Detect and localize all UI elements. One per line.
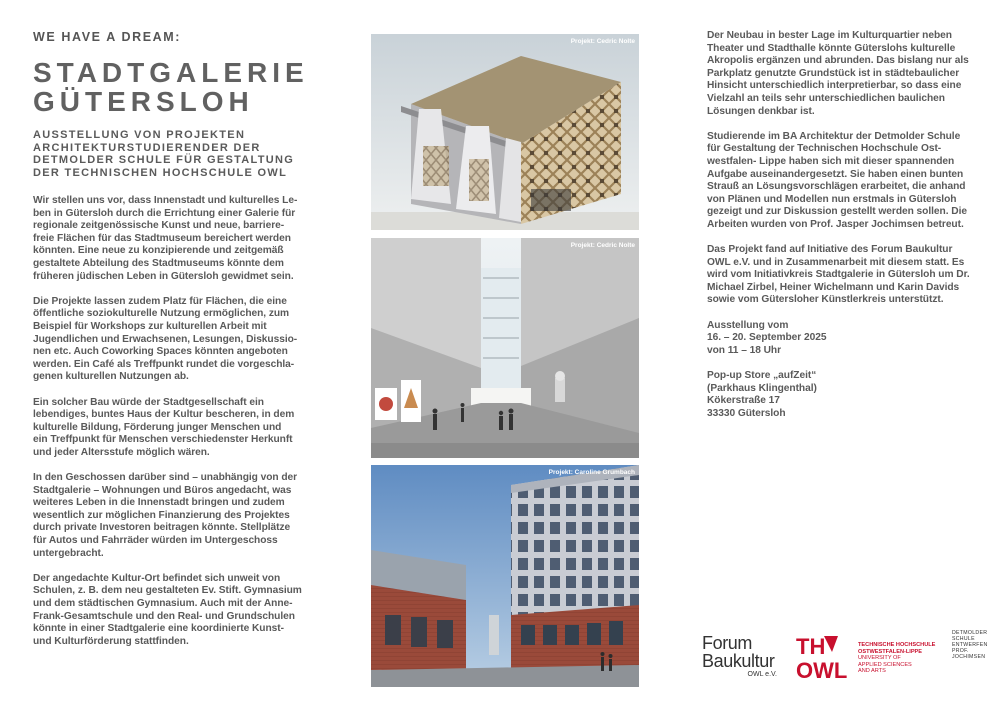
text-line: könnte in einer Stadtgalerie eine koordinierte Kunst- (33, 623, 284, 635)
title-line: STADTGALERIE (33, 57, 309, 88)
logo-text: JOCHIMSEN (952, 654, 986, 661)
text-line: sowie vom Gütersloher Künstlerkreis unterstützt. (707, 294, 944, 306)
text-line: genen kulturellen Nutzungen ab. (33, 371, 189, 383)
building-render-image (371, 34, 639, 230)
logo-text: OWL e.V. (747, 671, 777, 678)
text-line: und dem städtischen Gymnasium. Auch mit der Anne- (33, 598, 293, 609)
text-line: Schulen, z. B. dem neu gestalteten Ev. Stift. Gymnasium (33, 585, 302, 597)
text-line: für Autos und Fahrräder würden im Untergeschoss (33, 535, 278, 547)
th-owl-logo (796, 628, 946, 686)
text-line: öffentliche soziokulturelle Nutzung ermöglichen, zum (33, 308, 290, 320)
text-line: Arbeiten wurden von Prof. Jasper Jochimsen betreut. (707, 218, 964, 230)
text-line: von 11 – 18 Uhr (707, 344, 781, 356)
subtitle-line: DER TECHNISCHEN HOCHSCHULE OWL (33, 166, 288, 179)
photo-street-view (371, 465, 639, 687)
photo-interior-atrium (371, 238, 639, 458)
text-line: westfalen- Lippe haben sich mit dieser spannenden (707, 155, 955, 167)
logo-text: TECHNISCHE HOCHSCHULE (858, 642, 936, 648)
logo-text: AND ARTS (858, 668, 886, 675)
logo-text: DETMOLDER (952, 630, 988, 636)
paragraph (33, 296, 333, 384)
text-line: kulturelle Bildung, Förderung junger Menschen und (33, 421, 282, 433)
text-line: regionale zeitgenössische Kunst und neue, barriere- (33, 220, 285, 232)
text-line: Kökerstraße 17 (707, 395, 780, 407)
logo-text: SCHULE (952, 636, 975, 643)
subtitle-line: ARCHITEKTURSTUDIERENDER DER (33, 141, 261, 154)
forum-baukultur-logo (702, 634, 792, 684)
atrium-render-image (371, 238, 639, 458)
text-line: Vielzahl an teils sehr unterschiedlichen baulichen (707, 92, 945, 104)
text-line: und jeder Altersstufe möglich wären. (33, 446, 210, 458)
text-line: Der angedachte Kultur-Ort befindet sich unweit von (33, 572, 281, 584)
paragraph (707, 370, 997, 420)
text-line: Pop-up Store „aufZeit“ (707, 370, 817, 382)
text-line: werden. Ein Café als Treffpunkt rundet die vorgeschla- (33, 358, 295, 370)
text-line: Jugendlichen und Erwachsenen, Lesungen, Diskussio- (33, 333, 298, 345)
text-line: OWL e.V. und in Zusammenarbeit mit diesem statt. Es (707, 256, 965, 268)
page-title (33, 58, 333, 116)
text-line: gestaltete Abteilung des Stadtmuseums könnte dem (33, 257, 284, 269)
text-line: Frank-Gesamtschule und den Real- und Grundschulen (33, 610, 295, 622)
left-column (33, 30, 333, 661)
text-line: gezeigt und zur Diskussion gestellt werden sollen. Die (707, 206, 967, 218)
text-line: früheren jüdischen Leben in Gütersloh gewidmet sein. (33, 270, 294, 282)
text-line: Die Projekte lassen zudem Platz für Flächen, die eine (33, 295, 287, 307)
text-line: wird vom Initiativkreis Stadtgalerie in Gütersloh um Dr. (707, 269, 970, 281)
right-body-text (707, 30, 997, 433)
text-line: (Parkhaus Klingenthal) (707, 382, 817, 394)
text-line: 16. – 20. September 2025 (707, 332, 827, 344)
text-line: Ausstellung vom (707, 319, 789, 331)
text-line: lebendiges, buntes Haus der Kultur bescheren, in dem (33, 409, 295, 421)
text-line: 33330 Gütersloh (707, 407, 786, 419)
text-line: für Gestaltung der Technischen Hochschule Ost- (707, 143, 942, 155)
logo-bar (702, 628, 1002, 688)
text-line: von Plänen und Modellen nun erstmals in Gütersloh (707, 193, 957, 205)
kicker: WE HAVE A DREAM: (33, 30, 182, 44)
text-line: untergebracht. (33, 547, 104, 559)
th-owl-mark-icon (796, 632, 854, 682)
subtitle-line: DETMOLDER SCHULE FÜR GESTALTUNG (33, 154, 295, 166)
text-line: durch private Investoren beitragen könnte. Stellplätze (33, 522, 291, 534)
subtitle (33, 129, 333, 179)
paragraph (707, 30, 997, 118)
text-line: weiteres Leben in die Innenstadt bringen und zudem (33, 497, 285, 509)
text-line: ein Treffpunkt für Menschen verschiedenster Herkunft (33, 434, 293, 446)
text-line: wesentlich zur möglichen Finanzierung des Projektes (33, 509, 290, 521)
paragraph (33, 472, 333, 560)
text-line: Lösungen denkbar ist. (707, 105, 815, 117)
text-line: ben in Gütersloh durch die Errichtung einer Galerie für (33, 207, 296, 219)
text-line: Studierende im BA Architektur der Detmolder Schule (707, 130, 961, 142)
text-line: In den Geschossen darüber sind – unabhängig von der (33, 472, 298, 484)
logo-text: Forum (702, 633, 753, 653)
paragraph (33, 195, 333, 283)
paragraph (33, 397, 333, 460)
th-mark-text: TH (796, 634, 826, 659)
paragraph (707, 131, 997, 232)
text-line: Stadtgalerie – Wohnungen und Büros angedacht, was (33, 484, 292, 496)
logo-text: Baukultur (702, 651, 775, 671)
text-line: Das Projekt fand auf Initiative des Forum Baukultur (707, 244, 953, 256)
paragraph (33, 573, 333, 649)
title-line: GÜTERSLOH (33, 86, 254, 117)
photo-credit: Projekt: Caroline Grumbach (548, 469, 635, 476)
photo-credit: Projekt: Cedric Nolte (570, 38, 635, 45)
text-line: Akropolis ergänzen und abrunden. Das bislang nur als (707, 55, 969, 67)
photo-credit: Projekt: Cedric Nolte (570, 242, 635, 249)
paragraph (707, 244, 997, 307)
logo-text: UNIVERSITY OF (858, 655, 901, 662)
subtitle-line: AUSSTELLUNG VON PROJEKTEN (33, 129, 246, 141)
text-line: Beispiel für Workshops zur kulturellen Arbeit mit (33, 320, 267, 332)
text-line: Strauß an Lösungsvorschlägen erarbeitet, die anhand (707, 181, 966, 193)
text-line: nen etc. Auch Coworking Spaces könnten angeboten (33, 346, 288, 358)
text-line: Michael Zirbel, Heiner Wichelmann und Karin Davids (707, 281, 960, 293)
logo-text: ENTWERFEN (952, 642, 988, 649)
street-render-image (371, 465, 639, 687)
text-line: freie Flächen für das Stadtmuseum bereichert werden (33, 232, 291, 244)
logo-text: PROF. (952, 648, 969, 655)
text-line: Ein solcher Bau würde der Stadtgesellschaft ein (33, 396, 264, 408)
text-line: Wir stellen uns vor, dass Innenstadt und kulturelles Le- (33, 195, 298, 206)
text-line: Theater und Stadthalle könnte Güterslohs kulturelle (707, 42, 956, 54)
text-line: Aufgabe auseinandergesetzt. Sie haben einen bunten (707, 168, 964, 180)
left-body-text (33, 195, 333, 648)
paragraph (707, 320, 997, 358)
text-line: und Kulturförderung stattfinden. (33, 635, 189, 647)
photo-exterior-facade (371, 34, 639, 230)
th-mark-text: OWL (796, 658, 848, 682)
detmolder-schule-logo (952, 630, 992, 686)
text-line: Parkplatz genutzte Grundstück ist in städtebaulicher (707, 67, 960, 79)
text-line: Der Neubau in bester Lage im Kulturquartier neben (707, 30, 952, 41)
text-line: könnten. Eine neue zu konzipierende und zeitgemäß (33, 245, 284, 257)
logo-text: APPLIED SCIENCES (858, 661, 912, 668)
logo-text: OSTWESTFALEN-LIPPE (858, 648, 923, 655)
text-line: Hinsicht unterschiedlich interpretierbar, so dass eine (707, 80, 962, 92)
